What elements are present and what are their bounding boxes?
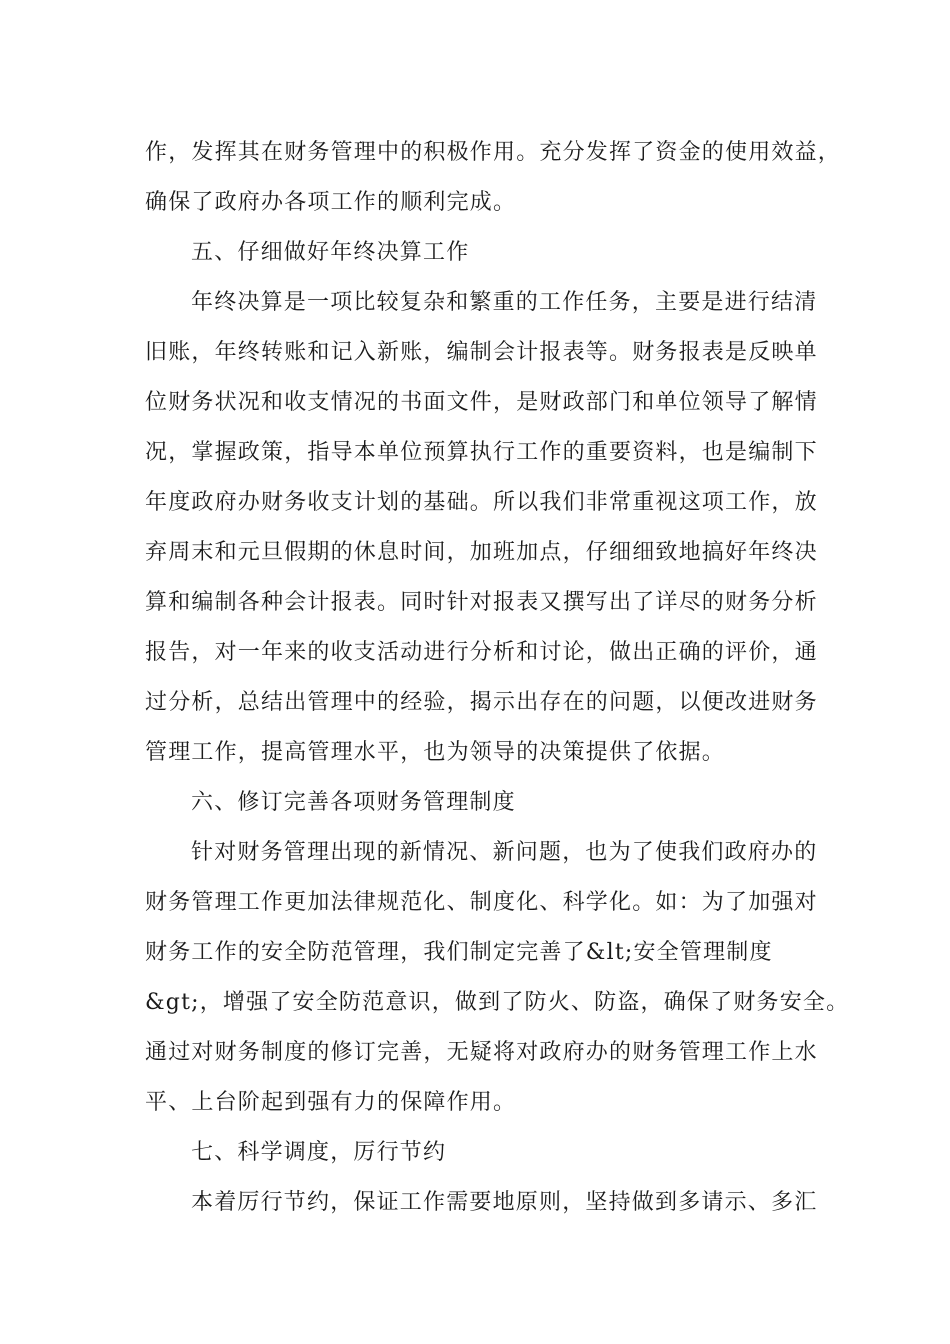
text-line: 通过对财务制度的修订完善，无疑将对政府办的财务管理工作上水 xyxy=(145,1040,818,1065)
text-line: 况，掌握政策，指导本单位预算执行工作的重要资料，也是编制下 xyxy=(145,440,818,465)
text-line: 年度政府办财务收支计划的基础。所以我们非常重视这项工作，放 xyxy=(145,490,818,515)
text-line: 位财务状况和收支情况的书面文件，是财政部门和单位领导了解情 xyxy=(145,390,818,415)
text-line: 旧账，年终转账和记入新账，编制会计报表等。财务报表是反映单 xyxy=(145,340,818,365)
text-line: 财务工作的安全防范管理，我们制定完善了&lt;安全管理制度 xyxy=(145,940,773,965)
text-line: 平、上台阶起到强有力的保障作用。 xyxy=(145,1090,517,1115)
text-line: &gt;，增强了安全防范意识，做到了防火、防盗，确保了财务安全。 xyxy=(145,990,850,1015)
text-line: 针对财务管理出现的新情况、新问题，也为了使我们政府办的 xyxy=(191,840,818,865)
text-line: 年终决算是一项比较复杂和繁重的工作任务，主要是进行结清 xyxy=(191,290,818,315)
text-line: 财务管理工作更加法律规范化、制度化、科学化。如：为了加强对 xyxy=(145,890,818,915)
text-line: 过分析，总结出管理中的经验，揭示出存在的问题，以便改进财务 xyxy=(145,690,818,715)
text-line: 弃周末和元旦假期的休息时间，加班加点，仔细细致地搞好年终决 xyxy=(145,540,818,565)
text-line: 确保了政府办各项工作的顺利完成。 xyxy=(145,190,517,215)
text-line: 算和编制各种会计报表。同时针对报表又撰写出了详尽的财务分析 xyxy=(145,590,818,615)
section-heading: 七、科学调度，厉行节约 xyxy=(191,1140,447,1165)
section-heading: 五、仔细做好年终决算工作 xyxy=(191,240,470,265)
text-line: 本着厉行节约，保证工作需要地原则，坚持做到多请示、多汇 xyxy=(191,1190,818,1215)
text-line: 管理工作，提高管理水平，也为领导的决策提供了依据。 xyxy=(145,740,726,765)
document-body xyxy=(145,128,850,1228)
section-heading: 六、修订完善各项财务管理制度 xyxy=(191,790,516,815)
text-line: 报告，对一年来的收支活动进行分析和讨论，做出正确的评价，通 xyxy=(145,640,818,665)
text-line: 作，发挥其在财务管理中的积极作用。充分发挥了资金的使用效益， xyxy=(145,140,842,165)
